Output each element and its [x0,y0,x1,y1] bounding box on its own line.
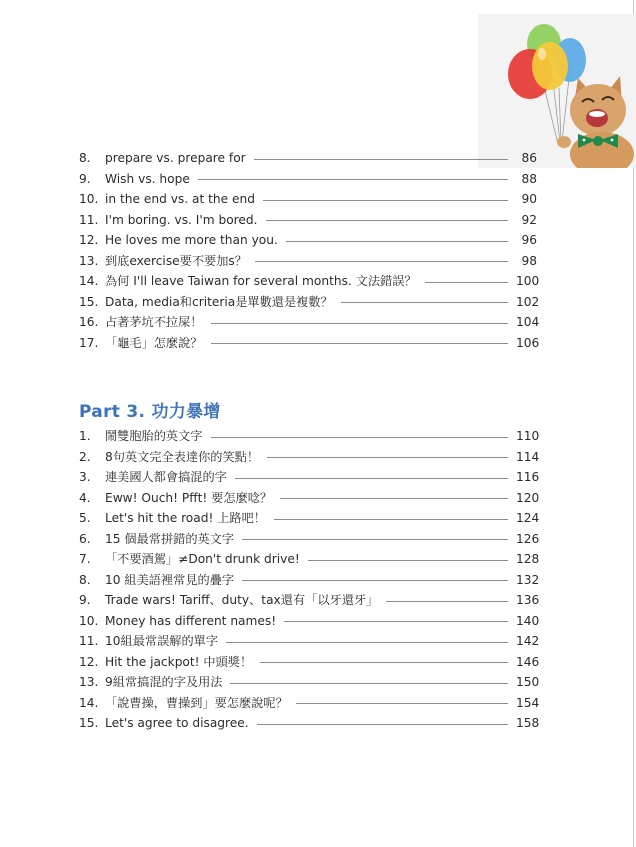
entry-title: He loves me more than you. [105,233,278,247]
leader-line [274,519,508,520]
entry-number: 11. [79,212,99,227]
entry-page: 106 [516,335,540,350]
entry-title: 到底exercise要不要加s？ [105,253,247,268]
entry-number: 2. [79,449,91,464]
leader-line [267,457,508,458]
entry-number: 9. [79,593,91,607]
part3-heading: Part 3. 功力暴增 [79,402,221,422]
entry-page: 88 [521,171,537,186]
entry-page: 98 [521,253,537,268]
leader-line [296,703,508,704]
entry-page: 100 [516,274,540,288]
entry-number: 15. [79,716,99,730]
entry-number: 13. [79,675,99,689]
entry-number: 14. [79,274,99,288]
entry-number: 11. [79,634,99,648]
entry-page: 128 [516,552,540,566]
entry-title: 占著茅坑不拉屎！ [105,315,203,329]
entry-page: 146 [516,654,540,669]
entry-number: 8. [79,151,91,165]
entry-page: 110 [516,429,540,443]
entry-page: 136 [516,593,540,607]
entry-number: 12. [79,654,99,669]
leader-line [235,478,508,479]
entry-number: 1. [79,429,91,443]
leader-line [308,560,508,561]
toc-entry[interactable] [79,631,540,652]
entry-number: 15. [79,294,99,309]
toc-entry[interactable] [79,447,540,468]
toc-entry[interactable] [79,508,540,529]
entry-number: 13. [79,253,99,268]
entry-page: 126 [516,531,540,546]
entry-title: prepare vs. prepare for [105,151,246,165]
leader-line [254,159,508,160]
entry-title: 「不要酒駕」≠Don't drunk drive! [105,552,300,566]
entry-page: 120 [516,490,540,505]
leader-line [266,220,508,221]
toc-entry[interactable] [79,333,540,354]
entry-page: 140 [516,613,540,628]
toc-entry[interactable] [79,488,540,509]
toc-entry[interactable] [79,611,540,632]
toc-entry[interactable] [79,312,540,333]
entry-page: 150 [516,675,540,689]
leader-line [386,601,508,602]
entry-number: 7. [79,552,91,566]
leader-line [280,498,508,499]
entry-number: 6. [79,531,91,546]
toc-entry[interactable] [79,189,537,210]
entry-title: 「說曹操，曹操到」要怎麼說呢？ [105,695,288,710]
entry-number: 16. [79,315,99,329]
entry-number: 5. [79,511,91,525]
toc-entry[interactable] [79,426,540,447]
entry-title: Eww! Ouch! Pfft! 要怎麼唸？ [105,490,273,505]
entry-page: 96 [521,233,537,247]
entry-title: Data, media和criteria是單數還是複數？ [105,294,333,309]
entry-title: in the end vs. at the end [105,192,255,206]
entry-number: 14. [79,695,99,710]
entry-page: 154 [516,695,540,710]
entry-page: 102 [516,294,540,309]
entry-number: 10. [79,613,99,628]
entry-page: 158 [516,716,540,730]
leader-line [242,580,508,581]
entry-number: 9. [79,171,91,186]
leader-line [230,683,508,684]
entry-title: Money has different names! [105,613,277,628]
entry-page: 86 [521,151,537,165]
entry-number: 12. [79,233,99,247]
toc-part3-list [79,426,540,734]
leader-line [425,282,508,283]
entry-title: 15 個最常拼錯的英文字 [105,531,235,546]
toc-entry[interactable] [79,652,540,673]
leader-line [211,323,509,324]
entry-page: 90 [521,192,537,206]
entry-page: 116 [516,470,540,484]
entry-title: 8句英文完全表達你的笑點！ [105,449,260,464]
cat-balloons-illustration [478,14,636,168]
entry-page: 92 [521,212,537,227]
toc-entry[interactable] [79,210,537,231]
leader-line [255,261,508,262]
leader-line [341,302,508,303]
entry-number: 3. [79,470,91,484]
entry-title: 「龜毛」怎麼說？ [105,335,203,350]
entry-number: 17. [79,335,99,350]
entry-page: 114 [516,449,540,464]
entry-title: Let's hit the road! 上路吧！ [105,511,266,525]
toc-entry[interactable] [79,693,540,714]
toc-entry[interactable] [79,467,540,488]
entry-title: I'm boring. vs. I'm bored. [105,212,258,227]
toc-entry[interactable] [79,292,540,313]
entry-number: 10. [79,192,99,206]
leader-line [286,241,508,242]
toc-entry[interactable] [79,148,537,169]
toc-entry[interactable] [79,590,540,611]
entry-page: 142 [516,634,540,648]
toc-entry[interactable] [79,271,540,292]
leader-line [257,724,508,725]
toc-entry[interactable] [79,529,540,550]
leader-line [211,343,509,344]
entry-title: 鬧雙胞胎的英文字 [105,429,203,443]
leader-line [226,642,508,643]
entry-title: 10 組美語裡常見的疊字 [105,572,235,587]
entry-number: 8. [79,572,91,587]
entry-title: 連美國人都會搞混的字 [105,470,227,484]
toc-entry[interactable] [79,713,540,734]
entry-number: 4. [79,490,91,505]
entry-title: 為何 I'll leave Taiwan for several months. 文法錯誤？ [105,274,417,288]
toc-entry[interactable] [79,169,537,190]
entry-title: Hit the jackpot! 中頭獎！ [105,654,253,669]
toc-entry[interactable] [79,549,540,570]
leader-line [284,621,508,622]
leader-line [260,662,508,663]
toc-part2-list [79,148,540,353]
entry-page: 132 [516,572,540,587]
toc-entry[interactable] [79,672,540,693]
toc-entry[interactable] [79,230,537,251]
toc-entry[interactable] [79,570,540,591]
entry-title: Trade wars! Tariff、duty、tax還有「以牙還牙」 [105,593,379,607]
entry-page: 104 [516,315,540,329]
leader-line [211,437,509,438]
toc-entry[interactable] [79,251,537,272]
entry-title: Let's agree to disagree. [105,716,249,730]
entry-page: 124 [516,511,540,525]
entry-title: Wish vs. hope [105,171,190,186]
leader-line [263,200,508,201]
entry-title: 9組常搞混的字及用法 [105,675,223,689]
entry-title: 10組最常誤解的單字 [105,634,219,648]
leader-line [242,539,508,540]
leader-line [198,179,508,180]
